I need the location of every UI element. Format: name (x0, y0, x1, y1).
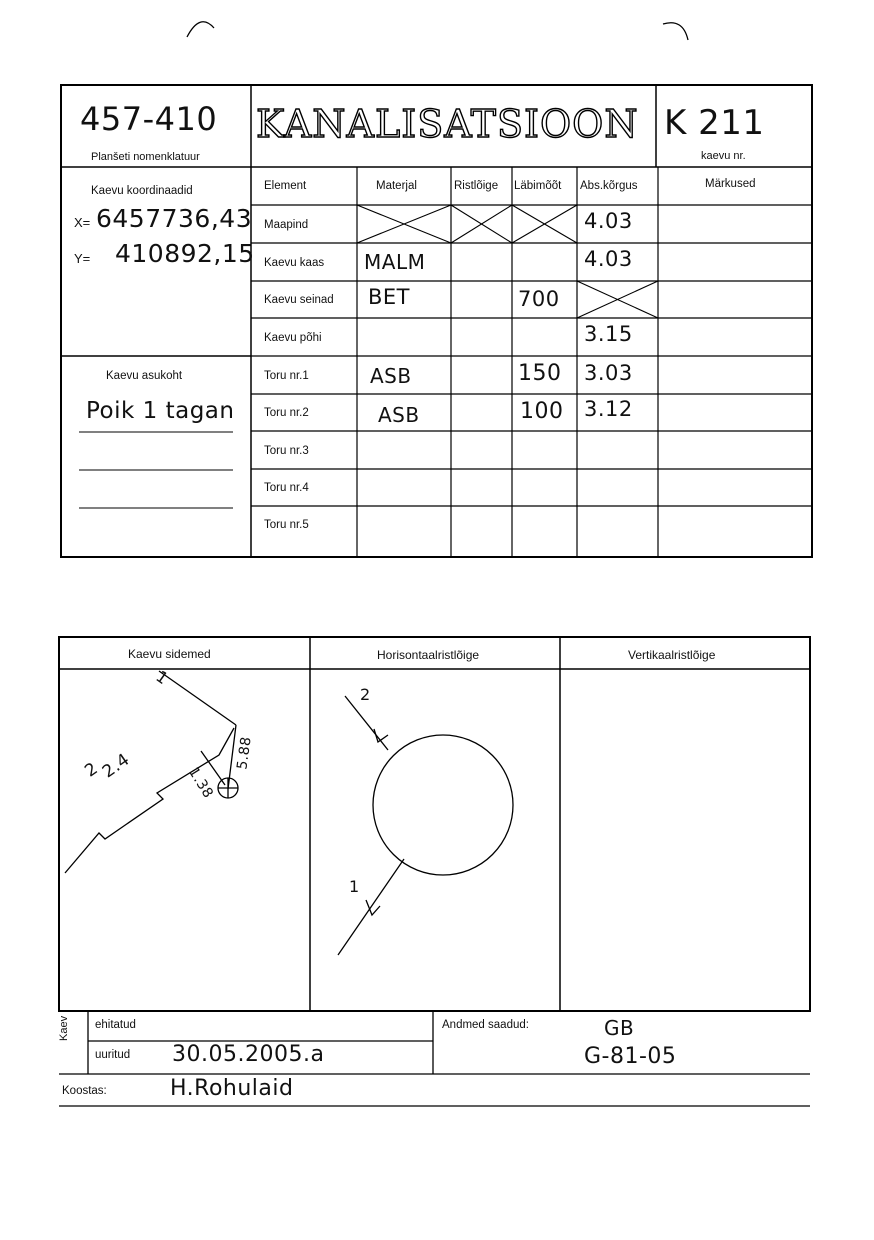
row-element-label: Toru nr.1 (264, 370, 309, 382)
y-coordinate-value: 410892,15 (115, 239, 255, 268)
cell-material: BET (368, 285, 411, 309)
col-header-cross-section: Ristlõige (454, 180, 499, 192)
source-label: Andmed saadud: (442, 1019, 529, 1031)
well-number-value: K 211 (664, 103, 765, 143)
row-element-label: Toru nr.5 (264, 519, 309, 531)
pipe-label-two: 2 (360, 685, 371, 704)
ties-sketch (59, 666, 309, 1009)
compiled-value: H.Rohulaid (170, 1076, 294, 1101)
coordinates-label: Kaevu koordinaadid (91, 185, 193, 197)
tie-distance-5-88: 5.88 (234, 735, 255, 771)
cell-material: MALM (364, 250, 426, 274)
footer-grid (0, 1000, 874, 1120)
nomenclature-value: 457-410 (80, 100, 218, 138)
measured-label: uuritud (95, 1049, 131, 1061)
location-value: Poik 1 tagan (86, 398, 235, 424)
top-form-grid (0, 0, 874, 570)
row-element-label: Kaevu põhi (264, 332, 322, 344)
y-prefix: Y= (74, 251, 91, 266)
col-header-diameter: Läbimõõt (514, 180, 562, 192)
built-label: ehitatud (95, 1019, 136, 1031)
measured-value: 30.05.2005.a (172, 1042, 325, 1067)
tie-label-one: 1 (152, 666, 173, 689)
cell-material: ASB (370, 364, 412, 388)
x-prefix: X= (74, 215, 91, 230)
compiled-label: Koostas: (62, 1085, 107, 1097)
source-value-2: G-81-05 (584, 1044, 677, 1069)
cell-abs-height: 3.15 (584, 322, 633, 346)
cell-material: ASB (378, 403, 420, 427)
row-element-label: Toru nr.2 (264, 407, 309, 419)
vertical-section-title: Vertikaalristlõige (628, 648, 716, 662)
kaev-side-label: Kaev (58, 1015, 70, 1041)
tie-distance-2-4: 2.4 (98, 749, 134, 783)
cell-abs-height: 3.12 (584, 397, 633, 421)
nomenclature-label: Planšeti nomenklatuur (91, 151, 200, 163)
row-element-label: Toru nr.4 (264, 482, 309, 494)
tie-distance-1-38: 1.38 (185, 764, 217, 802)
horizontal-section-title: Horisontaalristlõige (377, 648, 480, 662)
col-header-element: Element (264, 180, 307, 192)
x-coordinate-value: 6457736,43 (96, 204, 253, 233)
pipe-label-one: 1 (349, 877, 360, 896)
well-number-label: kaevu nr. (701, 150, 746, 162)
horizontal-section-sketch (310, 669, 560, 1009)
location-label: Kaevu asukoht (106, 370, 183, 382)
tie-label-two: 2 (81, 758, 103, 782)
cell-diameter: 700 (518, 287, 560, 311)
cell-abs-height: 4.03 (584, 247, 633, 271)
row-element-label: Maapind (264, 219, 309, 231)
row-element-label: Toru nr.3 (264, 445, 309, 457)
col-header-notes: Märkused (705, 178, 756, 190)
cell-diameter: 150 (518, 361, 562, 386)
cell-abs-height: 4.03 (584, 209, 633, 233)
col-header-material: Materjal (376, 180, 417, 192)
col-header-abs-height: Abs.kõrgus (580, 180, 638, 192)
ties-panel-title: Kaevu sidemed (128, 647, 211, 661)
cell-abs-height: 3.03 (584, 361, 633, 385)
row-element-label: Kaevu seinad (264, 294, 334, 306)
page-title: KANALISATSIOON (256, 102, 639, 146)
source-value-1: GB (604, 1016, 635, 1040)
row-element-label: Kaevu kaas (264, 257, 325, 269)
cell-diameter: 100 (520, 399, 564, 424)
